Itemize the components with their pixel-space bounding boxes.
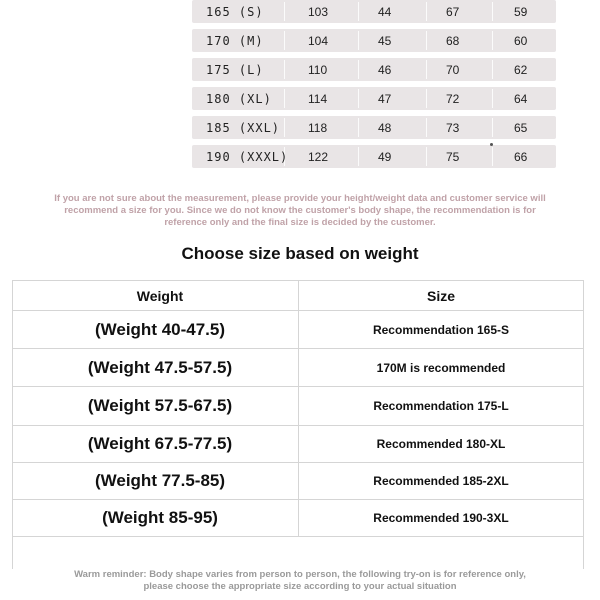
- size-label: 175 (L): [206, 63, 264, 77]
- measurement-value: 73: [446, 121, 460, 135]
- weight-size-table: [12, 280, 584, 569]
- measurement-value: 103: [308, 5, 329, 19]
- table-row: [13, 387, 583, 426]
- measurement-value: 114: [308, 92, 328, 106]
- measurement-value: 60: [514, 34, 528, 48]
- measurement-value: 46: [378, 63, 392, 77]
- measurement-value: 47: [378, 92, 392, 106]
- weight-range: (Weight 77.5-85): [94, 471, 226, 490]
- weight-range: (Weight 40-47.5): [94, 319, 226, 339]
- weight-column-header: Weight: [136, 287, 184, 304]
- note-line: recommend a size for you. Since we do not know the customer's body shape, the recommendation is for: [64, 205, 536, 216]
- measurement-value: 118: [308, 121, 328, 135]
- measurement-row: [192, 87, 556, 116]
- measurement-value: 65: [514, 121, 528, 135]
- measurement-value: 122: [308, 150, 329, 164]
- weight-range: (Weight 57.5-67.5): [87, 396, 233, 415]
- table-row: [13, 463, 583, 500]
- measurement-value: 66: [514, 150, 528, 164]
- measurement-value: 110: [308, 63, 328, 77]
- weight-range: (Weight 67.5-77.5): [87, 434, 233, 453]
- size-label: 185 (XXL): [206, 121, 281, 135]
- measurement-row: [192, 0, 556, 29]
- warm-reminder-note: [20, 569, 580, 593]
- size-recommendation: 170M is recommended: [376, 360, 506, 375]
- size-label: 170 (M): [206, 34, 264, 48]
- size-label: 190 (XXXL): [206, 150, 289, 164]
- stray-dot: [490, 143, 493, 146]
- measurement-value: 62: [514, 63, 528, 77]
- table-row: [13, 311, 583, 349]
- size-recommendation: Recommendation 175-L: [373, 399, 509, 413]
- measurement-value: 59: [514, 5, 528, 19]
- measurement-value: 68: [446, 34, 460, 48]
- measurement-row: [192, 58, 556, 87]
- size-label: 165 (S): [206, 5, 264, 19]
- size-recommendation: Recommended 185-2XL: [373, 474, 509, 488]
- measurement-table: [192, 0, 556, 174]
- measurement-value: 44: [378, 5, 392, 19]
- measurement-note: [20, 193, 580, 229]
- size-recommendation: Recommended 180-XL: [376, 437, 506, 451]
- table-header-row: [13, 281, 583, 311]
- note-line: Warm reminder: Body shape varies from person to person, the following try-on is for reference only,: [74, 569, 526, 580]
- size-recommendation: Recommendation 165-S: [372, 322, 510, 337]
- measurement-value: 48: [378, 121, 392, 135]
- weight-range: (Weight 47.5-57.5): [87, 357, 233, 377]
- table-row: [13, 349, 583, 387]
- weight-range: (Weight 85-95): [102, 508, 218, 527]
- measurement-value: 67: [446, 5, 460, 19]
- measurement-value: 45: [378, 34, 392, 48]
- measurement-value: 104: [308, 34, 329, 48]
- size-recommendation: Recommended 190-3XL: [373, 511, 509, 525]
- measurement-value: 70: [446, 63, 460, 77]
- size-label: 180 (XL): [206, 92, 272, 106]
- measurement-row: [192, 29, 556, 58]
- note-line: please choose the appropriate size according to your actual situation: [143, 581, 457, 592]
- measurement-row: [192, 145, 556, 174]
- note-line: If you are not sure about the measurement, please provide your height/weight data and customer service will: [54, 193, 546, 204]
- note-line: reference only and the final size is decided by the customer.: [164, 217, 436, 228]
- weight-section-title: Choose size based on weight: [181, 244, 419, 263]
- measurement-row: [192, 116, 556, 145]
- table-row: [13, 500, 583, 537]
- measurement-value: 64: [514, 92, 528, 106]
- measurement-value: 49: [378, 150, 392, 164]
- size-column-header: Size: [426, 287, 455, 304]
- table-row: [13, 426, 583, 463]
- measurement-value: 75: [446, 150, 460, 164]
- measurement-value: 72: [446, 92, 460, 106]
